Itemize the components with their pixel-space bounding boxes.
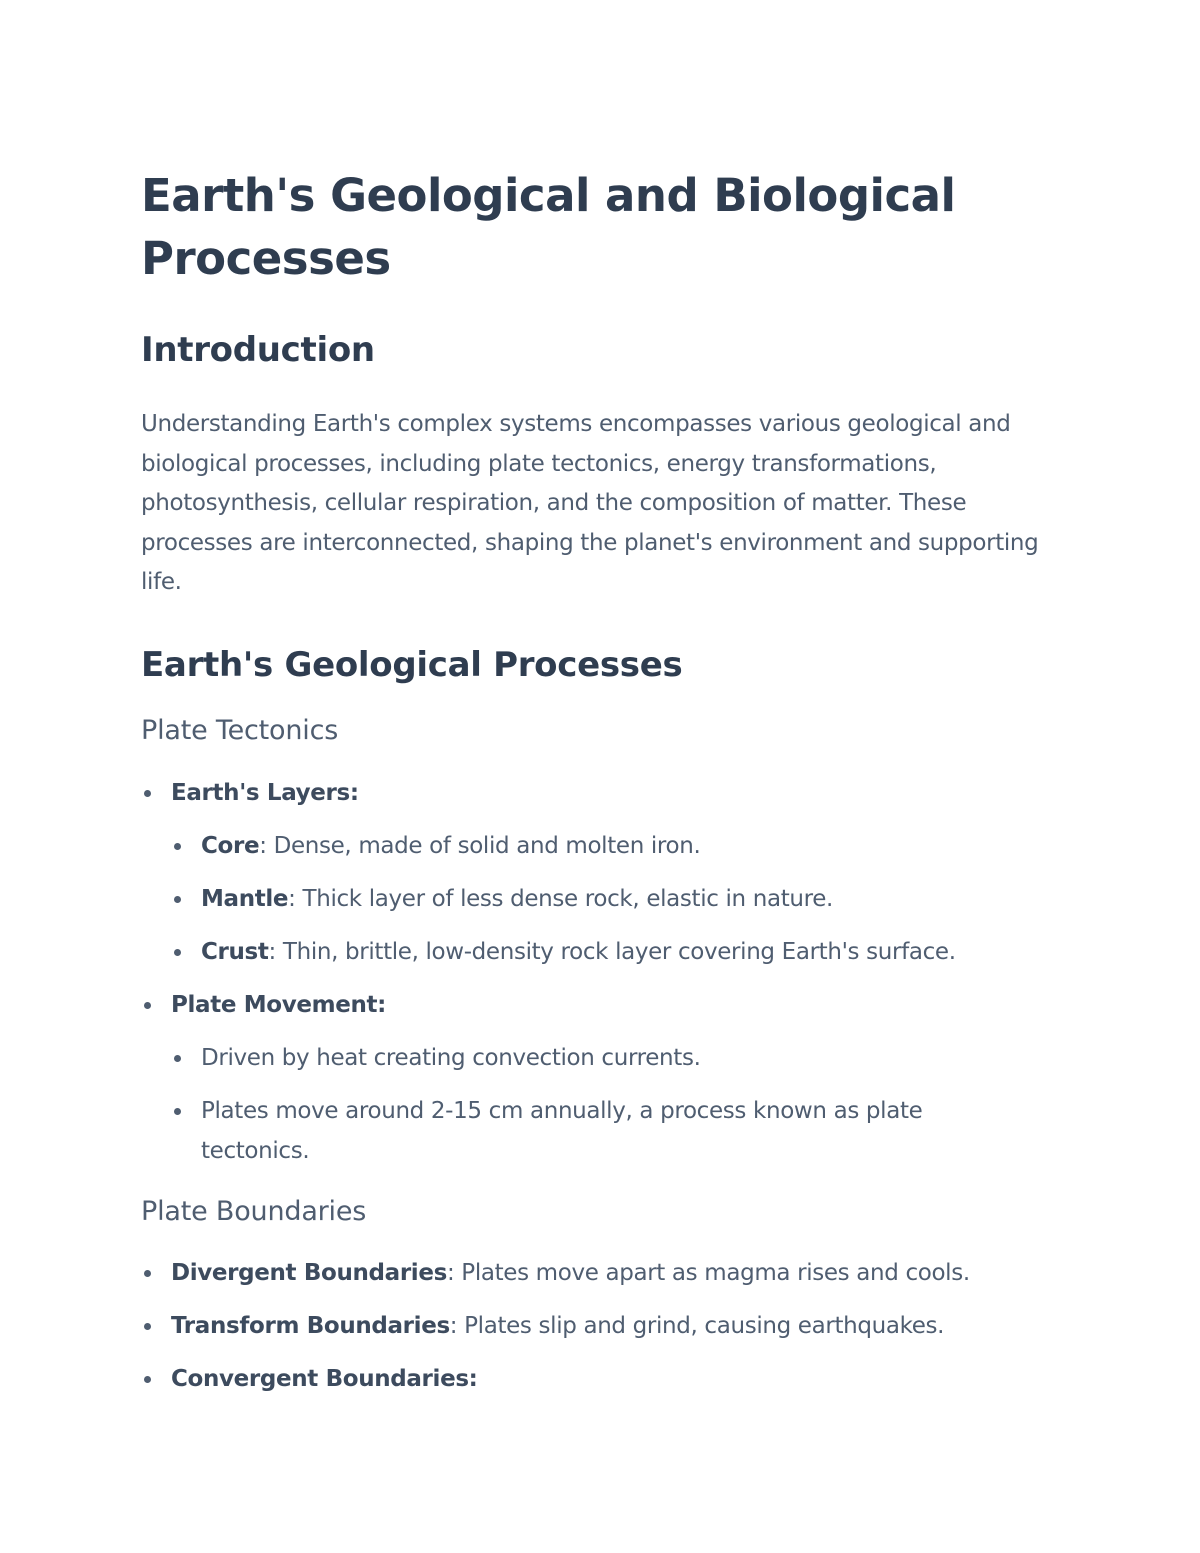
introduction-heading: Introduction: [141, 330, 375, 370]
list-item-text: : Plates slip and grind, causing earthquakes.: [449, 1312, 945, 1339]
list-item-text: Plates move around 2-15 cm annually, a process known as plate tectonics.: [201, 1097, 923, 1164]
geological-processes-heading: Earth's Geological Processes: [141, 644, 683, 685]
list-item-text: : Thin, brittle, low-density rock layer covering Earth's surface.: [268, 938, 956, 965]
bullet-icon: [144, 1376, 151, 1383]
bullet-icon: [174, 1055, 181, 1062]
earths-layers-sublist: [201, 826, 1060, 972]
document-title: Earth's Geological and Biological Processes: [141, 169, 956, 285]
plate-boundaries-heading: Plate Boundaries: [141, 1195, 367, 1227]
list-item-term: Earth's Layers:: [171, 779, 359, 806]
bullet-icon: [144, 1323, 151, 1330]
bullet-icon: [174, 949, 181, 956]
plate-tectonics-heading: Plate Tectonics: [141, 714, 339, 746]
bullet-icon: [144, 790, 151, 797]
list-item-text: Driven by heat creating convection currents.: [201, 1044, 701, 1071]
list-item-core: [201, 826, 1060, 866]
list-item-term: Core: [201, 832, 260, 859]
bullet-icon: [174, 843, 181, 850]
list-item-transform: [171, 1306, 1060, 1346]
bullet-icon: [144, 1270, 151, 1277]
introduction-paragraph: Understanding Earth's complex systems encompasses various geological and biological processes, including plate tectonics, energy transformations, photosynthesis, cellular respiration, and the composition of matter. These processes are interconnected, shaping the planet's environment and supporting life.: [141, 411, 1039, 595]
list-item-term: Plate Movement:: [171, 991, 387, 1018]
list-item-mantle: [201, 879, 1060, 919]
list-item-plate-movement: [171, 985, 1060, 1171]
plate-boundaries-list: [171, 1253, 1060, 1399]
list-item-text: : Dense, made of solid and molten iron.: [259, 832, 701, 859]
list-item-text: :: [468, 1365, 478, 1392]
plate-tectonics-list: [171, 773, 1060, 1171]
list-item-earths-layers: [171, 773, 1060, 972]
list-item-plate-speed: [201, 1091, 991, 1171]
list-item-term: Mantle: [201, 885, 289, 912]
list-item-term: Transform Boundaries: [171, 1312, 450, 1339]
bullet-icon: [174, 1108, 181, 1115]
list-item-text: : Thick layer of less dense rock, elastic in nature.: [288, 885, 833, 912]
list-item-divergent: [171, 1253, 1060, 1293]
list-item-term: Divergent Boundaries: [171, 1259, 447, 1286]
bullet-icon: [174, 896, 181, 903]
bullet-icon: [144, 1002, 151, 1009]
list-item-term: Convergent Boundaries: [171, 1365, 469, 1392]
list-item-crust: [201, 932, 1060, 972]
list-item-convergent: [171, 1359, 1060, 1399]
plate-movement-sublist: [201, 1038, 1060, 1171]
list-item-convection: [201, 1038, 1060, 1078]
list-item-text: : Plates move apart as magma rises and cools.: [446, 1259, 970, 1286]
list-item-term: Crust: [201, 938, 269, 965]
